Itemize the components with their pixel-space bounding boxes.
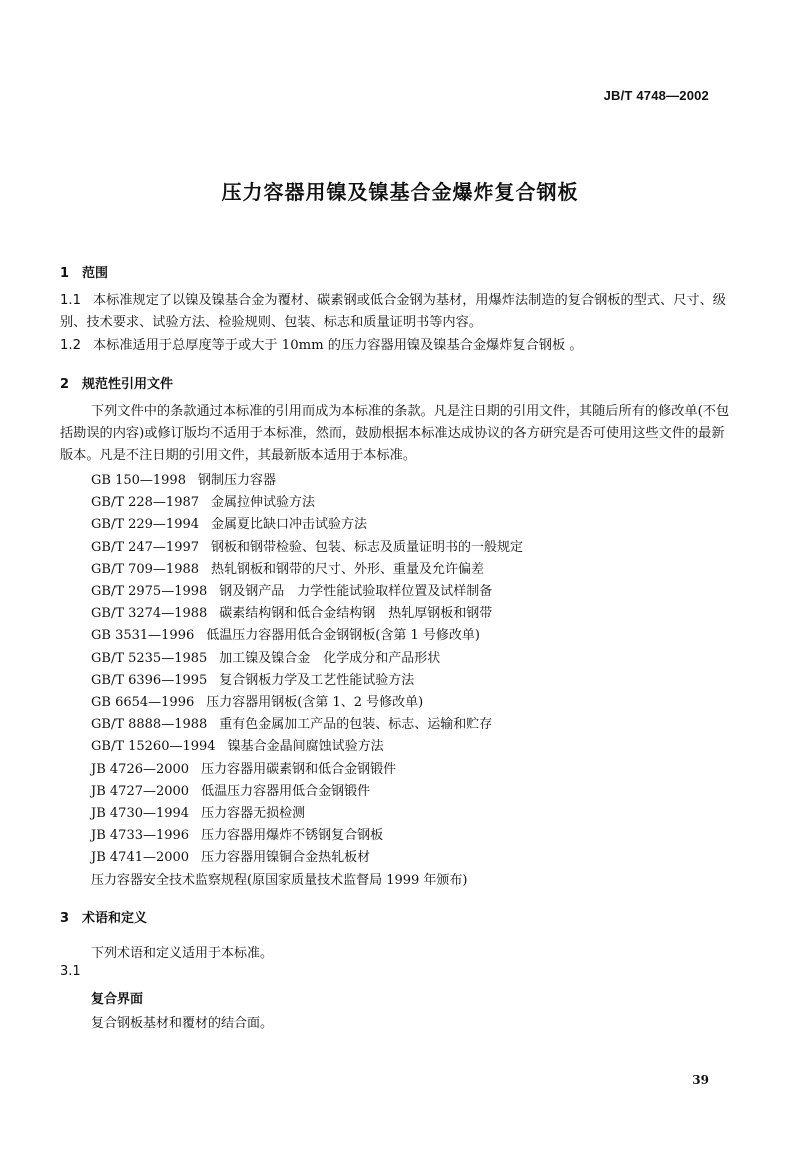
reference-item bbox=[91, 514, 523, 536]
reference-item bbox=[91, 625, 523, 647]
clause-number: 1.2 bbox=[60, 338, 81, 353]
reference-title: 压力容器安全技术监察规程(原国家质量技术监督局 1999 年颁布) bbox=[91, 872, 468, 888]
section-title: 范围 bbox=[82, 266, 109, 281]
reference-item bbox=[91, 736, 523, 758]
section-2-heading bbox=[60, 373, 173, 392]
reference-code: GB/T 15260—1994 bbox=[91, 739, 216, 755]
section-3-intro: 下列术语和定义适用于本标准。 bbox=[91, 946, 274, 961]
reference-item bbox=[91, 648, 523, 670]
reference-item bbox=[91, 470, 523, 492]
clause-text: 本标准适用于总厚度等于或大于 10mm 的压力容器用镍及镍基合金爆炸复合钢板 。 bbox=[92, 338, 583, 353]
reference-code: GB/T 709—1988 bbox=[91, 561, 200, 577]
reference-code: JB 4733—1996 bbox=[91, 828, 190, 844]
reference-title: 镍基合金晶间腐蚀试验方法 bbox=[227, 739, 384, 755]
reference-title: 钢制压力容器 bbox=[197, 473, 276, 488]
section-number: 3 bbox=[60, 911, 70, 926]
reference-title: 金属夏比缺口冲击试验方法 bbox=[211, 517, 368, 533]
section-number: 1 bbox=[60, 266, 70, 281]
reference-title: 压力容器用钢板(含第 1、2 号修改单) bbox=[206, 695, 424, 711]
reference-title: 压力容器用镍铜合金热轧板材 bbox=[201, 850, 371, 866]
section-title: 规范性引用文件 bbox=[82, 377, 174, 392]
reference-title: 钢板和钢带检验、包装、标志及质量证明书的一般规定 bbox=[211, 539, 524, 555]
term-definition: 复合钢板基材和覆材的结合面。 bbox=[91, 1016, 274, 1031]
reference-title: 低温压力容器用低合金钢钢板(含第 1 号修改单) bbox=[206, 628, 480, 644]
reference-item bbox=[91, 581, 523, 603]
reference-code: JB 4741—2000 bbox=[91, 850, 190, 866]
reference-item bbox=[91, 803, 523, 825]
reference-code: GB/T 247—1997 bbox=[91, 539, 200, 555]
reference-title: 碳素结构钢和低合金结构钢 热轧厚钢板和钢带 bbox=[219, 606, 493, 622]
term-name: 复合界面 bbox=[91, 992, 144, 1007]
clause-text: 本标准规定了以镍及镍基合金为覆材、碳素钢或低合金钢为基材，用爆炸法制造的复合钢板的型式、尺寸、级别、技术要求、试验方法、检验规则、包装、标志和质量证明书等内容。 bbox=[60, 293, 726, 330]
section-1-heading bbox=[60, 262, 108, 281]
reference-item bbox=[91, 870, 523, 892]
reference-item bbox=[91, 759, 523, 781]
reference-title: 压力容器用爆炸不锈钢复合钢板 bbox=[201, 828, 384, 844]
reference-item bbox=[91, 825, 523, 847]
section-3-heading bbox=[60, 907, 147, 926]
reference-title: 压力容器无损检测 bbox=[201, 806, 306, 822]
clause-1-1 bbox=[60, 290, 735, 334]
reference-code: GB 6654—1996 bbox=[91, 695, 195, 711]
reference-title: 热轧钢板和钢带的尺寸、外形、重量及允许偏差 bbox=[211, 561, 485, 577]
reference-code: GB/T 2975—1998 bbox=[91, 584, 208, 600]
reference-code: GB/T 229—1994 bbox=[91, 517, 200, 533]
clause-1-2 bbox=[60, 335, 735, 357]
section-number: 2 bbox=[60, 377, 70, 392]
reference-item bbox=[91, 559, 523, 581]
document-title: 压力容器用镍及镍基合金爆炸复合钢板 bbox=[221, 180, 579, 204]
reference-item bbox=[91, 537, 523, 559]
reference-item bbox=[91, 847, 523, 869]
term-number: 3.1 bbox=[60, 964, 81, 979]
reference-item bbox=[91, 692, 523, 714]
reference-title: 加工镍及镍合金 化学成分和产品形状 bbox=[219, 650, 441, 666]
reference-item bbox=[91, 603, 523, 625]
reference-code: GB/T 5235—1985 bbox=[91, 650, 208, 666]
reference-title: 金属拉伸试验方法 bbox=[211, 495, 316, 511]
reference-code: JB 4726—2000 bbox=[91, 761, 190, 777]
reference-code: JB 4730—1994 bbox=[91, 806, 190, 822]
section-title: 术语和定义 bbox=[82, 911, 148, 926]
reference-item bbox=[91, 492, 523, 514]
reference-code: GB/T 3274—1988 bbox=[91, 606, 208, 622]
section-2-intro: 下列文件中的条款通过本标准的引用而成为本标准的条款。凡是注日期的引用文件，其随后所有的修改单(不包括勘误的内容)或修订版均不适用于本标准，然而，鼓励根据本标准达成协议的各方研究是否可使用这些文件的最新版本。凡是不注日期的引用文件，其最新版本适用于本标准。 bbox=[60, 404, 730, 463]
page-number: 39 bbox=[692, 1073, 709, 1087]
reference-list bbox=[91, 470, 523, 892]
reference-item bbox=[91, 781, 523, 803]
reference-item bbox=[91, 714, 523, 736]
reference-code: GB 150—1998 bbox=[91, 473, 186, 488]
reference-code: GB/T 8888—1988 bbox=[91, 717, 208, 733]
reference-title: 重有色金属加工产品的包装、标志、运输和贮存 bbox=[219, 717, 493, 733]
reference-code: JB 4727—2000 bbox=[91, 783, 190, 799]
reference-title: 钢及钢产品 力学性能试验取样位置及试样制备 bbox=[219, 584, 493, 600]
reference-code: GB 3531—1996 bbox=[91, 628, 195, 644]
reference-title: 复合钢板力学及工艺性能试验方法 bbox=[219, 672, 415, 688]
reference-title: 压力容器用碳素钢和低合金钢锻件 bbox=[201, 761, 397, 777]
reference-title: 低温压力容器用低合金钢锻件 bbox=[201, 783, 371, 799]
reference-code: GB/T 228—1987 bbox=[91, 495, 200, 511]
reference-item bbox=[91, 670, 523, 692]
clause-number: 1.1 bbox=[60, 293, 81, 308]
standard-code: JB/T 4748—2002 bbox=[603, 88, 709, 103]
reference-code: GB/T 6396—1995 bbox=[91, 672, 208, 688]
